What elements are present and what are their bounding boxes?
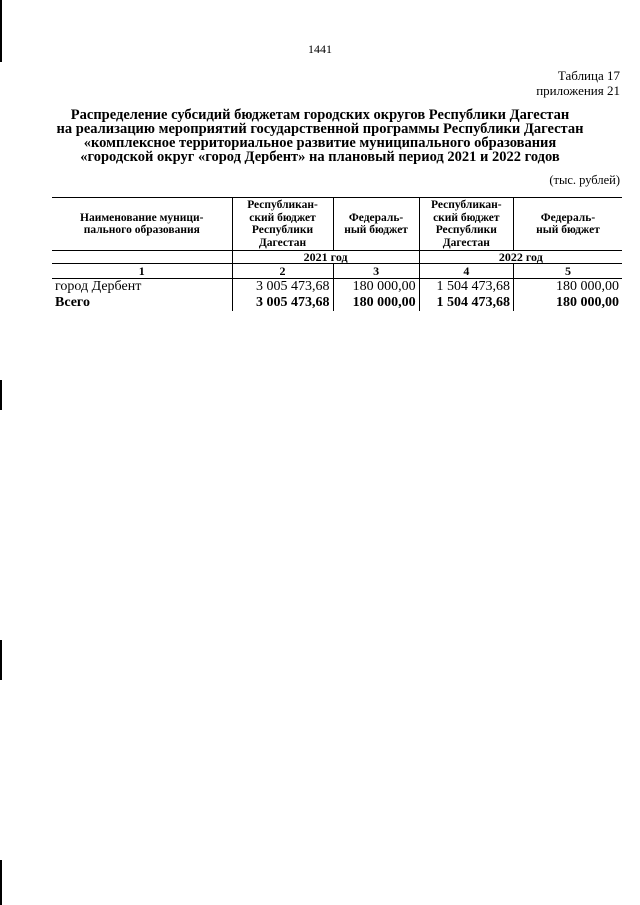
scan-margin-mark (0, 860, 2, 905)
value-2022-rep: 1 504 473,68 (419, 279, 513, 296)
header-fed-budget-2021: Федераль- ный бюджет (333, 198, 419, 251)
total-label: Всего (52, 295, 232, 311)
column-number: 2 (232, 264, 333, 279)
total-2022-rep: 1 504 473,68 (419, 295, 513, 311)
page-number: 1441 (308, 42, 332, 56)
total-2021-rep: 3 005 473,68 (232, 295, 333, 311)
value-2021-fed: 180 000,00 (333, 279, 419, 296)
header-name: Наименование муници- пального образования (52, 198, 232, 251)
scan-margin-mark (0, 380, 2, 410)
table-ref-line2: приложения 21 (536, 83, 620, 98)
header-year-2021: 2021 год (232, 251, 419, 264)
header-rep-budget-2022: Республикан- ский бюджет Республики Дагестан (419, 198, 513, 251)
table-ref-line1: Таблица 17 (557, 68, 620, 83)
header-fed-budget-2022: Федераль- ный бюджет (513, 198, 622, 251)
units-label: (тыс. рублей) (549, 173, 620, 187)
value-2022-fed: 180 000,00 (513, 279, 622, 296)
header-years-empty (52, 251, 232, 264)
column-number: 1 (52, 264, 232, 279)
total-row (52, 295, 622, 311)
scan-margin-mark (0, 640, 2, 680)
column-number: 3 (333, 264, 419, 279)
subsidy-table (52, 197, 622, 311)
header-year-2022: 2022 год (419, 251, 622, 264)
total-2021-fed: 180 000,00 (333, 295, 419, 311)
title-line: «городской округ «город Дербент» на плановый период 2021 и 2022 годов (80, 149, 560, 165)
total-2022-fed: 180 000,00 (513, 295, 622, 311)
table-row (52, 279, 622, 296)
table-reference (536, 68, 620, 98)
value-2021-rep: 3 005 473,68 (232, 279, 333, 296)
title-line: «комплексное территориальное развитие муниципального образования (83, 135, 557, 151)
column-number: 4 (419, 264, 513, 279)
column-number: 5 (513, 264, 622, 279)
title-line: Распределение субсидий бюджетам городских округов Республики Дагестан (70, 107, 570, 123)
title-line: на реализацию мероприятий государственной программы Республики Дагестан (56, 121, 584, 137)
header-rep-budget-2021: Республикан- ский бюджет Республики Дагестан (232, 198, 333, 251)
document-title (40, 108, 600, 164)
scan-margin-mark (0, 0, 2, 62)
municipality-name: город Дербент (52, 279, 232, 296)
